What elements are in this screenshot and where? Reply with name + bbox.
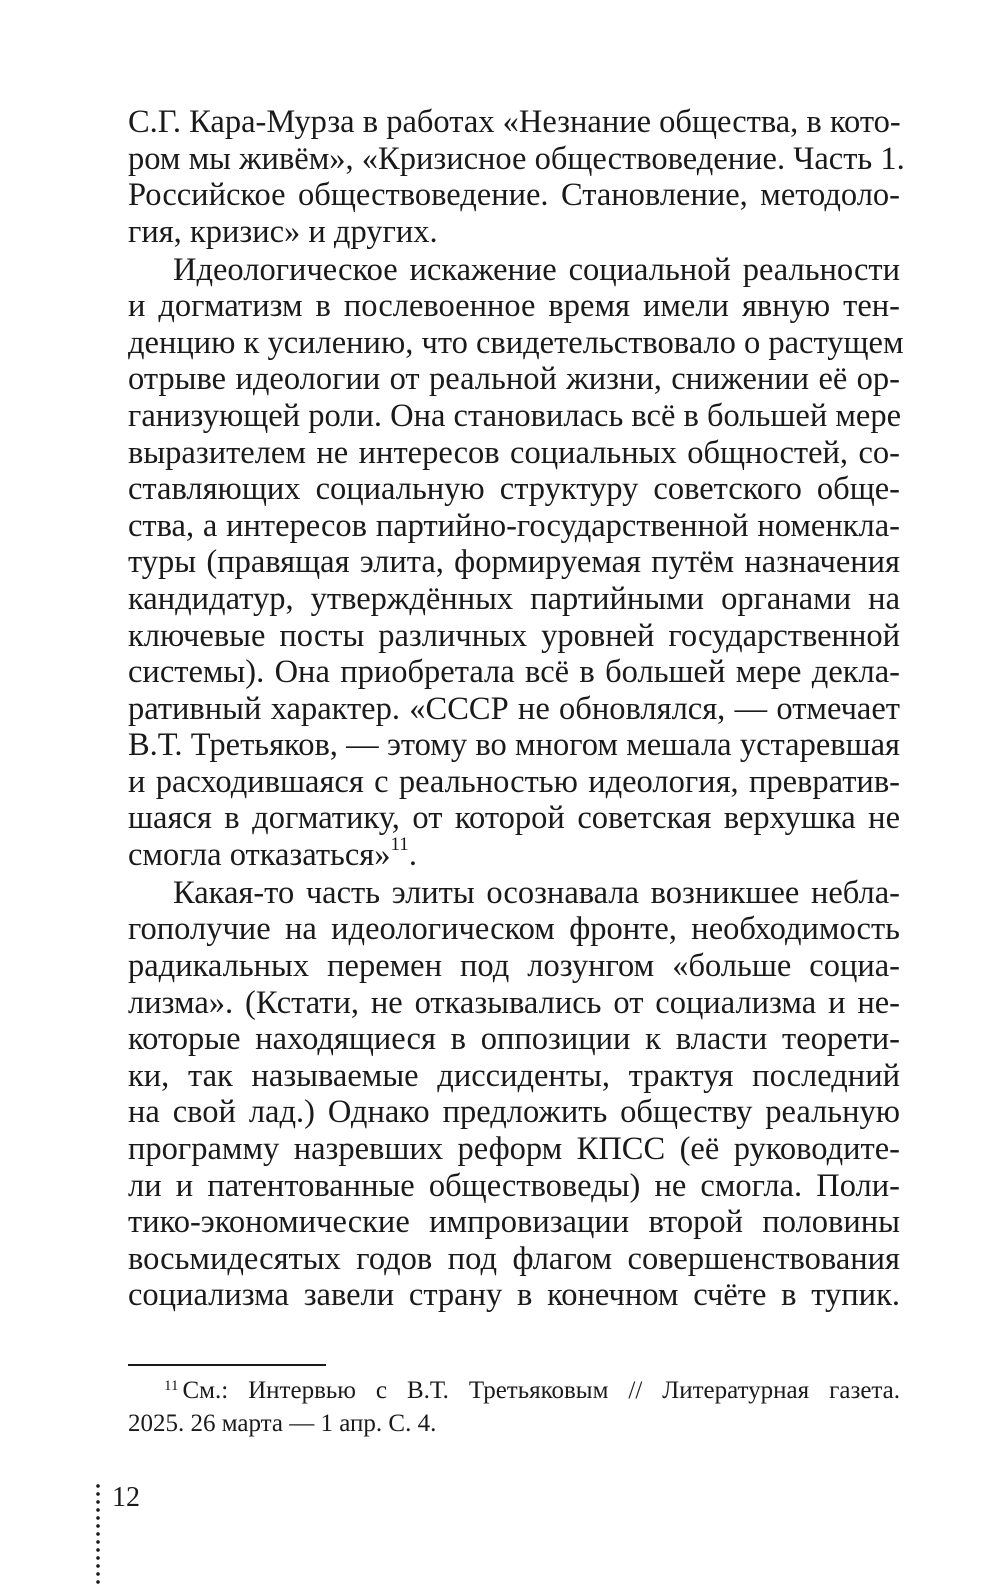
text-line: ки, так называемые диссиденты, трактуя последний xyxy=(128,1057,900,1094)
text-line: тико-экономические импровизации второй половины xyxy=(128,1204,900,1241)
footnote-line xyxy=(128,1374,900,1407)
text-line: ли и патентованные обществоведы) не смогла. Поли- xyxy=(128,1167,900,1204)
footnote-divider xyxy=(128,1364,326,1366)
text-line: системы). Она приобретала всё в большей мере декла- xyxy=(128,654,900,691)
text-line: ставляющих социальную структуру советского обще- xyxy=(128,471,900,508)
footnote-text: См.: Интервью с В.Т. Третьяковым // Литературная газета. xyxy=(182,1377,900,1404)
text-line: радикальных перемен под лозунгом «больше социа- xyxy=(128,948,900,985)
text-line: на свой лад.) Однако предложить обществу реальную xyxy=(128,1094,900,1131)
text-line: гия, кризис» и других. xyxy=(128,213,438,250)
text-line: отрыве идеологии от реальной жизни, снижении её ор- xyxy=(128,361,900,398)
text-line: ром мы живём», «Кризисное обществоведение. Часть 1. xyxy=(128,140,905,177)
text-line: ративный характер. «СССР не обновлялся, — отмечает xyxy=(128,690,900,727)
footnote xyxy=(128,1374,900,1440)
dotted-margin-rule xyxy=(96,1482,100,1586)
text-line: В.Т. Третьяков, — этому во многом мешала устаревшая xyxy=(128,727,900,764)
text-line: выразителем не интересов социальных общностей, со- xyxy=(128,434,900,471)
footnote-reference[interactable]: 11 xyxy=(390,834,409,856)
text-line: туры (правящая элита, формируемая путём назначения xyxy=(128,544,900,581)
main-text xyxy=(128,104,905,1314)
footnote-number: 11 xyxy=(164,1378,179,1394)
text-line: ганизующей роли. Она становилась всё в большей мере xyxy=(128,397,902,434)
paragraph-2 xyxy=(128,251,904,874)
page-number: 12 xyxy=(112,1482,140,1513)
text-line: Российское обществоведение. Становление, методоло- xyxy=(128,177,900,214)
text-line: ства, а интересов партийно-государственной номенкла- xyxy=(128,507,900,544)
text-line: восьмидесятых годов под флагом совершенствования xyxy=(128,1240,900,1277)
text-line: ключевые посты различных уровней государственной xyxy=(128,617,900,654)
text-line: лизма». (Кстати, не отказывались от социализма и не- xyxy=(128,984,900,1021)
text-line: кандидатур, утверждённых партийными органами на xyxy=(128,580,900,617)
text-line: денцию к усилению, что свидетельствовало о растущем xyxy=(128,324,904,361)
paragraph-3 xyxy=(128,875,900,1314)
text-line: Идеологическое искажение социальной реальности xyxy=(173,251,900,288)
text-line: которые находящиеся в оппозиции к власти теорети- xyxy=(128,1021,900,1058)
text-line: гополучие на идеологическом фронте, необходимость xyxy=(128,911,900,948)
sentence-end: . xyxy=(408,837,417,874)
text-line: Какая-то часть элиты осознавала возникшее небла- xyxy=(173,874,900,911)
text-line: социализма завели страну в конечном счёте в тупик. xyxy=(128,1277,900,1314)
footnote-line: 2025. 26 марта — 1 апр. С. 4. xyxy=(128,1410,437,1437)
text-line: и расходившаяся с реальностью идеология, превратив- xyxy=(128,763,900,800)
text-line: и догматизм в послевоенное время имели явную тен- xyxy=(128,288,900,325)
text-line: С.Г. Кара-Мурза в работах «Незнание общества, в кото- xyxy=(128,104,901,140)
text-line-content: смогла отказаться» xyxy=(128,837,391,874)
text-line-with-footnote xyxy=(128,834,900,874)
text-line: программу назревших реформ КПСС (её руководите- xyxy=(128,1131,900,1167)
paragraph-1 xyxy=(128,104,905,250)
text-line: шаяся в догматику, от которой советская верхушка не xyxy=(128,800,900,837)
